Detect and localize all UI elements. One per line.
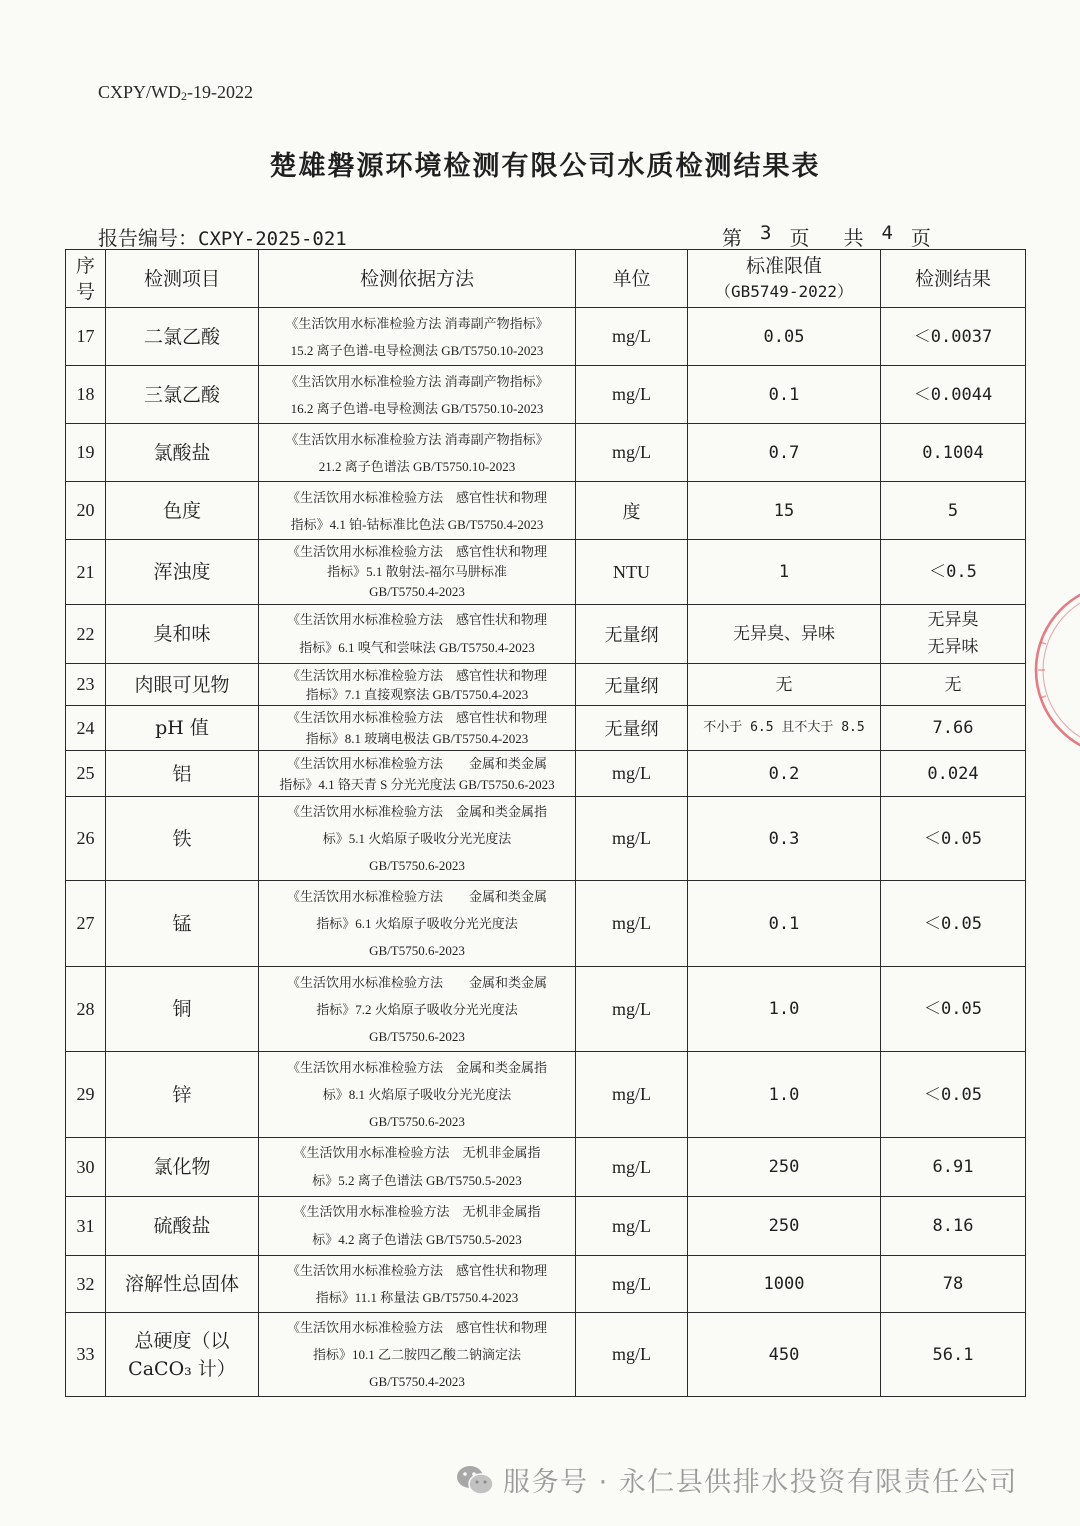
row-method-line: GB/T5750.6-2023 (369, 1028, 465, 1044)
row-method-line: GB/T5750.4-2023 (369, 1374, 465, 1389)
row-item (106, 1052, 259, 1138)
row-item (106, 706, 259, 751)
row-item-line: 肉眼可见物 (134, 673, 230, 696)
table-row (66, 1197, 1026, 1256)
row-limit: 0.1 (688, 366, 881, 424)
page-unit: 页 (789, 226, 810, 250)
header-limit (688, 250, 881, 308)
row-item-line: CaCO₃ 计） (128, 1357, 236, 1380)
row-result (881, 1052, 1026, 1138)
row-method-line: 指标》8.1 玻璃电极法 GB/T5750.4-2023 (305, 731, 529, 746)
row-limit: 1000 (688, 1256, 881, 1313)
table-row (66, 797, 1026, 881)
row-result-line: 78 (942, 1274, 964, 1294)
row-method (259, 1138, 576, 1197)
row-seq: 28 (66, 967, 106, 1052)
row-result-line: ＜0.05 (924, 1084, 982, 1105)
row-seq: 31 (66, 1197, 106, 1256)
row-method (259, 540, 576, 605)
row-method-line: 指标》10.1 乙二胺四乙酸二钠滴定法 (312, 1347, 521, 1362)
row-seq: 23 (66, 664, 106, 706)
row-method-line: 指标》7.2 火焰原子吸收分光光度法 (316, 1001, 518, 1017)
row-item-line: 锌 (172, 1083, 192, 1106)
table-row (66, 308, 1026, 366)
row-method (259, 881, 576, 967)
row-method-line: 《生活饮用水标准检验方法 感官性状和物理 (286, 1263, 547, 1278)
row-method-line: 《生活饮用水标准检验方法 金属和类金属指 (286, 804, 547, 819)
row-result (881, 540, 1026, 605)
document-code (98, 82, 253, 104)
row-unit: mg/L (576, 1052, 688, 1138)
page-indicator (722, 222, 931, 251)
row-unit: mg/L (576, 1313, 688, 1397)
row-method-line: 指标》6.1 火焰原子吸收分光光度法 (316, 916, 518, 931)
row-item-line: 铜 (172, 998, 192, 1020)
row-result-line: ＜0.0044 (913, 384, 993, 405)
table-row (66, 366, 1026, 424)
row-method (259, 664, 576, 706)
row-result-line: 7.66 (932, 718, 974, 738)
row-method-line: 《生活饮用水标准检验方法 消毒副产物指标》 (285, 315, 549, 331)
row-method (259, 1313, 576, 1397)
row-item-line: 色度 (162, 499, 201, 522)
row-method (259, 366, 576, 424)
row-method-line: 《生活饮用水标准检验方法 无机非金属指 (293, 1145, 541, 1160)
row-item (106, 605, 259, 664)
row-limit: 1.0 (688, 967, 881, 1052)
row-item (106, 751, 259, 797)
row-method-line: 《生活饮用水标准检验方法 金属和类金属 (286, 755, 547, 771)
row-method-line: GB/T5750.4-2023 (369, 584, 465, 599)
header-item: 检测项目 (106, 250, 259, 308)
row-unit: mg/L (576, 881, 688, 967)
row-item-line: 硫酸盐 (153, 1215, 211, 1237)
row-seq: 18 (66, 366, 106, 424)
header-unit: 单位 (576, 250, 688, 308)
row-result (881, 366, 1026, 424)
row-unit: mg/L (576, 1256, 688, 1313)
row-result (881, 1256, 1026, 1313)
row-seq: 21 (66, 540, 106, 605)
row-item-line: pH 值 (155, 717, 209, 739)
row-limit: 0.3 (688, 797, 881, 881)
report-number-label: 报告编号： (98, 226, 198, 250)
row-method-line: 《生活饮用水标准检验方法 金属和类金属 (286, 974, 547, 990)
row-method (259, 751, 576, 797)
document-code-sub: 2 (181, 89, 188, 103)
row-method-line: 15.2 离子色谱-电导检测法 GB/T5750.10-2023 (290, 342, 544, 358)
row-method-line: 《生活饮用水标准检验方法 消毒副产物指标》 (285, 373, 549, 389)
row-item-line: 浑浊度 (153, 561, 211, 583)
table-row (66, 1313, 1026, 1397)
row-limit: 450 (688, 1313, 881, 1397)
row-method-line: 标》4.2 离子色谱法 GB/T5750.5-2023 (312, 1232, 522, 1247)
row-method-line: GB/T5750.6-2023 (369, 1114, 465, 1129)
row-method-line: GB/T5750.6-2023 (369, 858, 465, 873)
row-method-line: 《生活饮用水标准检验方法 金属和类金属 (286, 889, 547, 904)
row-unit: NTU (576, 540, 688, 605)
row-seq: 26 (66, 797, 106, 881)
row-item-line: 铝 (172, 762, 192, 785)
row-limit: 无 (688, 664, 881, 706)
row-method-line: 指标》5.1 散射法-福尔马肼标准 (327, 564, 507, 579)
row-unit: mg/L (576, 967, 688, 1052)
table-row (66, 605, 1026, 664)
table-row (66, 706, 1026, 751)
table-row (66, 967, 1026, 1052)
row-item-line: 三氯乙酸 (143, 383, 220, 406)
row-method-line: 标》5.2 离子色谱法 GB/T5750.5-2023 (312, 1173, 522, 1188)
row-item (106, 1138, 259, 1197)
watermark (455, 1460, 1018, 1499)
row-result-line: 6.91 (932, 1157, 974, 1177)
row-result-line: ＜0.05 (924, 999, 982, 1019)
row-item-line: 臭和味 (153, 623, 211, 645)
row-seq: 20 (66, 482, 106, 540)
row-seq: 25 (66, 751, 106, 797)
row-seq: 33 (66, 1313, 106, 1397)
row-result-line: 56.1 (932, 1344, 974, 1365)
row-item-line: 溶解性总固体 (124, 1273, 239, 1295)
row-seq: 24 (66, 706, 106, 751)
row-unit: mg/L (576, 366, 688, 424)
table-row (66, 881, 1026, 967)
row-item (106, 424, 259, 482)
table-header-row (66, 250, 1026, 308)
row-result-line: 0.024 (927, 763, 979, 784)
row-item (106, 1197, 259, 1256)
row-result (881, 1197, 1026, 1256)
row-method-line: 《生活饮用水标准检验方法 感官性状和物理 (286, 667, 547, 683)
row-method (259, 308, 576, 366)
row-result-line: 5 (947, 500, 959, 521)
results-table (65, 249, 1026, 1397)
document-code-prefix: CXPY/WD (98, 82, 182, 102)
row-limit: 无异臭、异味 (688, 605, 881, 664)
row-result-line: 0.1004 (922, 442, 984, 463)
row-method (259, 424, 576, 482)
row-result-line: ＜0.05 (924, 828, 982, 849)
row-result (881, 881, 1026, 967)
row-item (106, 664, 259, 706)
row-unit: 无量纲 (576, 706, 688, 751)
header-limit-title: 标准限值 (745, 254, 822, 277)
row-result (881, 664, 1026, 706)
row-unit: mg/L (576, 1138, 688, 1197)
row-method-line: 《生活饮用水标准检验方法 金属和类金属指 (286, 1060, 547, 1075)
row-unit: mg/L (576, 751, 688, 797)
row-method-line: 《生活饮用水标准检验方法 感官性状和物理 (286, 1320, 547, 1335)
table-row (66, 1052, 1026, 1138)
row-limit: 250 (688, 1197, 881, 1256)
row-unit: 无量纲 (576, 605, 688, 664)
row-method (259, 1256, 576, 1313)
row-item-line: 锰 (172, 912, 192, 935)
page-prefix: 第 (722, 226, 742, 250)
row-method-line: 指标》6.1 嗅气和尝味法 GB/T5750.4-2023 (299, 640, 535, 655)
row-result (881, 967, 1026, 1052)
row-result (881, 424, 1026, 482)
row-unit: mg/L (576, 1197, 688, 1256)
row-method-line: 《生活饮用水标准检验方法 感官性状和物理 (286, 489, 547, 505)
row-result (881, 1313, 1026, 1397)
row-unit: mg/L (576, 424, 688, 482)
row-item-line: 氯酸盐 (153, 441, 211, 464)
row-method (259, 482, 576, 540)
table-row (66, 1138, 1026, 1197)
header-seq (66, 250, 106, 308)
row-item (106, 540, 259, 605)
row-limit: 0.2 (688, 751, 881, 797)
watermark-text: 服务号 · 永仁县供排水投资有限责任公司 (503, 1467, 1018, 1498)
row-item (106, 366, 259, 424)
row-result (881, 605, 1026, 664)
row-limit: 250 (688, 1138, 881, 1197)
table-row (66, 751, 1026, 797)
row-limit: 1.0 (688, 1052, 881, 1138)
red-seal-stamp (1026, 582, 1080, 758)
document-code-suffix: -19-2022 (187, 82, 254, 102)
row-result (881, 706, 1026, 751)
table-row (66, 424, 1026, 482)
row-result (881, 482, 1026, 540)
table-body (66, 308, 1026, 1397)
row-result-line: ＜0.0037 (913, 326, 993, 347)
row-result-line: 无异臭 (927, 610, 979, 630)
header-limit-standard: （GB5749-2022） (715, 281, 853, 301)
row-method-line: 16.2 离子色谱-电导检测法 GB/T5750.10-2023 (290, 400, 544, 416)
row-limit: 0.05 (688, 308, 881, 366)
row-limit: 0.7 (688, 424, 881, 482)
row-limit: 1 (688, 540, 881, 605)
row-method (259, 1052, 576, 1138)
row-limit: 15 (688, 482, 881, 540)
page-title: 楚雄磐源环境检测有限公司水质检测结果表 (269, 151, 821, 182)
row-method-line: 标》5.1 火焰原子吸收分光光度法 (322, 831, 512, 846)
header-seq-line: 序 (75, 254, 95, 277)
row-method-line: 《生活饮用水标准检验方法 感官性状和物理 (286, 544, 547, 559)
report-number (98, 222, 347, 251)
row-unit: mg/L (576, 308, 688, 366)
row-item (106, 797, 259, 881)
row-unit: mg/L (576, 797, 688, 881)
page-total-prefix: 共 (843, 226, 864, 250)
row-seq: 32 (66, 1256, 106, 1313)
table-row (66, 540, 1026, 605)
row-method-line: 《生活饮用水标准检验方法 消毒副产物指标》 (285, 431, 549, 447)
row-item (106, 308, 259, 366)
row-method-line: GB/T5750.6-2023 (369, 943, 465, 958)
report-number-value: CXPY-2025-021 (198, 228, 347, 250)
row-seq: 29 (66, 1052, 106, 1138)
row-result (881, 751, 1026, 797)
row-result (881, 1138, 1026, 1197)
header-seq-line: 号 (75, 280, 95, 303)
table-row (66, 482, 1026, 540)
row-seq: 22 (66, 605, 106, 664)
row-item (106, 482, 259, 540)
row-method-line: 21.2 离子色谱法 GB/T5750.10-2023 (318, 458, 516, 474)
row-method-line: 《生活饮用水标准检验方法 无机非金属指 (293, 1204, 541, 1219)
row-item (106, 881, 259, 967)
page-total-unit: 页 (910, 226, 931, 250)
row-method (259, 1197, 576, 1256)
row-unit: 度 (576, 482, 688, 540)
row-item-line: 二氯乙酸 (143, 325, 220, 348)
row-method-line: 《生活饮用水标准检验方法 感官性状和物理 (286, 710, 547, 725)
table-row (66, 1256, 1026, 1313)
row-method-line: 指标》4.1 铂-钴标准比色法 GB/T5750.4-2023 (290, 516, 544, 532)
row-seq: 19 (66, 424, 106, 482)
wechat-icon (455, 1463, 495, 1497)
row-result-line: 无异味 (927, 637, 979, 657)
row-method-line: 指标》11.1 称量法 GB/T5750.4-2023 (315, 1290, 519, 1305)
row-item (106, 1313, 259, 1397)
row-result-line: 8.16 (932, 1216, 974, 1236)
row-result (881, 797, 1026, 881)
row-item (106, 967, 259, 1052)
header-method: 检测依据方法 (259, 250, 576, 308)
page-current: 3 (760, 222, 772, 244)
table-row (66, 664, 1026, 706)
row-method-line: 指标》4.1 铬天青 S 分光光度法 GB/T5750.6-2023 (279, 776, 555, 792)
row-method-line: 《生活饮用水标准检验方法 感官性状和物理 (286, 612, 547, 627)
row-item-line: 氯化物 (153, 1156, 211, 1178)
row-method (259, 706, 576, 751)
row-item-line: 总硬度（以 (134, 1329, 230, 1352)
row-seq: 27 (66, 881, 106, 967)
header-result: 检测结果 (881, 250, 1026, 308)
row-result (881, 308, 1026, 366)
row-seq: 30 (66, 1138, 106, 1197)
row-method (259, 967, 576, 1052)
row-seq: 17 (66, 308, 106, 366)
row-limit: 0.1 (688, 881, 881, 967)
page-total: 4 (881, 222, 893, 244)
row-unit: 无量纲 (576, 664, 688, 706)
row-item (106, 1256, 259, 1313)
row-result-line: ＜0.05 (924, 913, 982, 934)
row-limit: 不小于 6.5 且不大于 8.5 (688, 706, 881, 751)
row-result-line: 无 (944, 674, 962, 695)
row-method-line: 指标》7.1 直接观察法 GB/T5750.4-2023 (305, 686, 529, 702)
row-method (259, 797, 576, 881)
row-item-line: 铁 (172, 827, 192, 850)
row-method-line: 标》8.1 火焰原子吸收分光光度法 (322, 1087, 512, 1102)
row-method (259, 605, 576, 664)
row-result-line: ＜0.5 (929, 562, 977, 582)
